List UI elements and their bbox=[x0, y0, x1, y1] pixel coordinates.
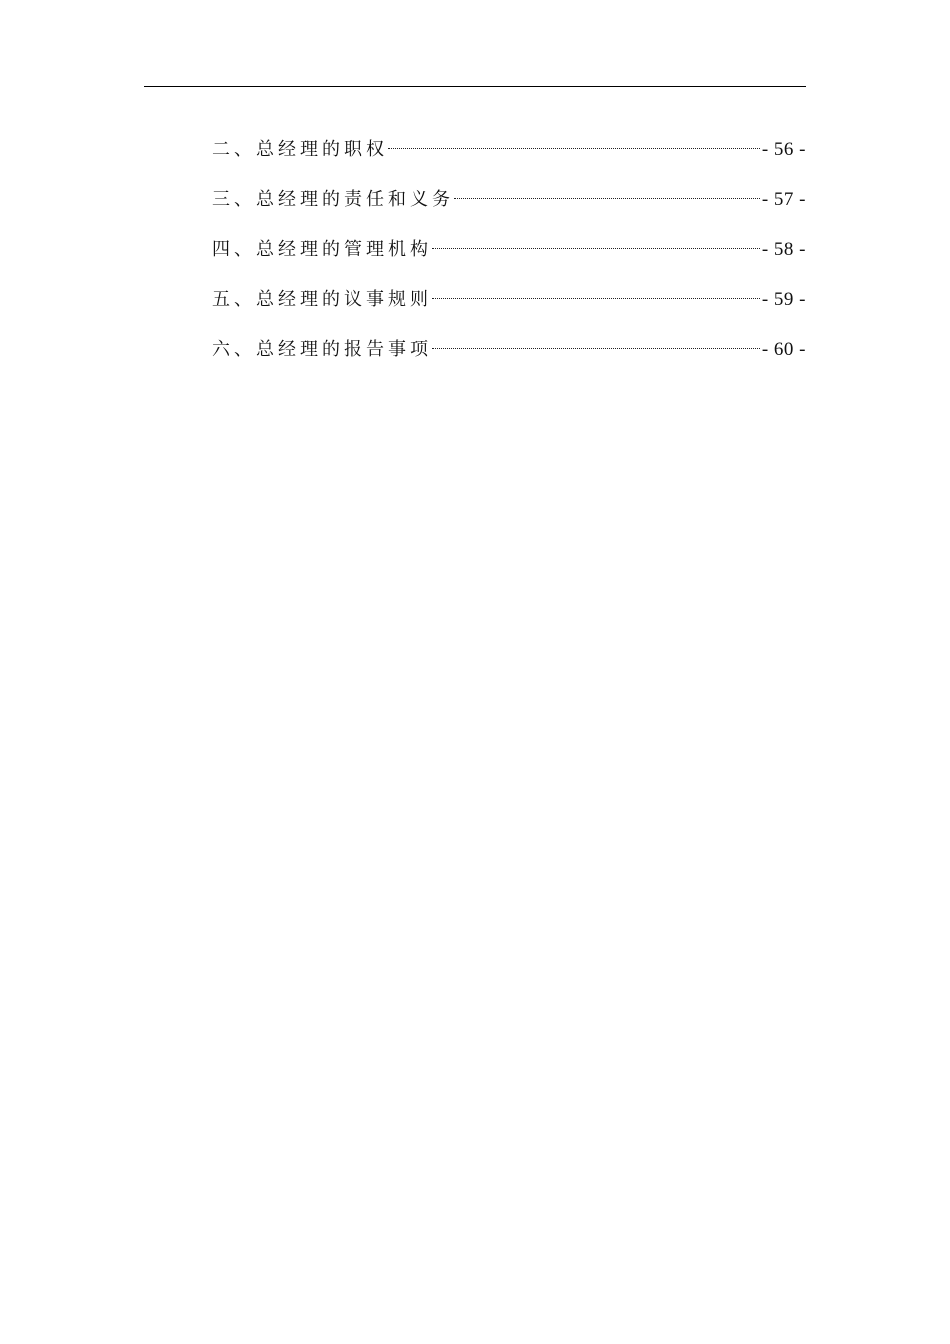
table-of-contents bbox=[212, 134, 806, 384]
toc-entry-page: - 57 - bbox=[761, 189, 806, 210]
header-rule bbox=[144, 86, 806, 87]
toc-entry[interactable] bbox=[212, 134, 806, 184]
toc-dot-leader bbox=[388, 148, 760, 149]
toc-entry-title: 三、总经理的责任和义务 bbox=[212, 189, 454, 210]
toc-entry-page: - 56 - bbox=[761, 139, 806, 160]
toc-entry-title: 二、总经理的职权 bbox=[212, 139, 388, 160]
toc-entry[interactable] bbox=[212, 284, 806, 334]
toc-entry-title: 六、总经理的报告事项 bbox=[212, 339, 432, 360]
toc-entry-title: 五、总经理的议事规则 bbox=[212, 289, 432, 310]
toc-entry[interactable] bbox=[212, 184, 806, 234]
toc-dot-leader bbox=[432, 348, 760, 349]
toc-dot-leader bbox=[454, 198, 760, 199]
toc-entry-page: - 59 - bbox=[761, 289, 806, 310]
toc-entry-page: - 58 - bbox=[761, 239, 806, 260]
toc-dot-leader bbox=[432, 248, 760, 249]
toc-entry-page: - 60 - bbox=[761, 339, 806, 360]
toc-entry-title: 四、总经理的管理机构 bbox=[212, 239, 432, 260]
toc-entry[interactable] bbox=[212, 234, 806, 284]
toc-entry[interactable] bbox=[212, 334, 806, 384]
toc-dot-leader bbox=[432, 298, 760, 299]
